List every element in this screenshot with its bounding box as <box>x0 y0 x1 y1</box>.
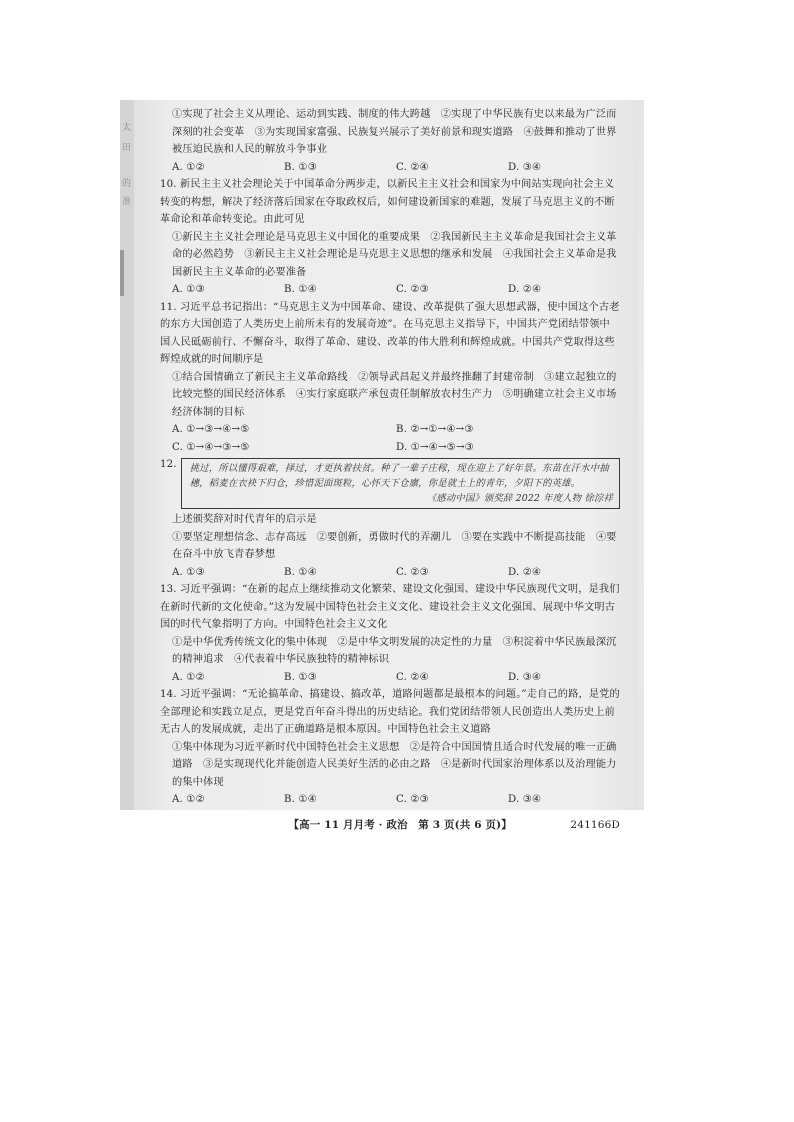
option-a: A. ①② <box>172 671 205 683</box>
award-quote-text: 挑过，所以懂得艰难，择过，才更执着扶贫。种了一辈子庄稼，现在迎上了好年景。东苗在汗水中抽穗，稻麦在衣袂下归仓，珍惜泥面斑粒，心怀天下仓廪，你是就土上的青年，夕阳下的英雄。 <box>189 463 609 489</box>
option-b: B. ②→①→④→③ <box>396 424 474 435</box>
question-12-choices: ①要坚定理想信念、志存高远 ②要创新，勇做时代的弄潮儿 ③要在实践中不断提高技能 ④要在奋斗中放飞青春梦想 <box>172 531 617 560</box>
question-13-stem: 13. 习近平强调：“在新的起点上继续推动文化繁荣、建设文化强国、建设中华民族现代文明，是我们在新时代新的文化使命。”这为发展中国特色社会主义文化、建设社会主义文化强国、展现中华文明古国的时代气象指明了方向。中国特色社会主义文化 <box>160 584 620 630</box>
edge-mark: 田 <box>122 143 132 153</box>
edge-mark: 准 <box>122 197 132 207</box>
option-c: C. ②④ <box>396 161 429 173</box>
question-14-stem: 14. 习近平强调：“无论搞革命、搞建设、搞改革，道路问题都是最根本的问题。”走自己的路，是党的全部理论和实践立足点，更是党百年奋斗得出的历史结论。我们党团结带领人民创造出人类历史上前无古人的发展成就，走出了正确道路是根本原因。中国特色社会主义道路 <box>160 689 620 735</box>
page-edge <box>120 100 134 810</box>
option-c: C. ②④ <box>396 671 429 683</box>
question-14 <box>160 686 620 809</box>
option-c: C. ②③ <box>396 566 429 578</box>
option-a: A. ①→③→④→⑤ <box>172 424 250 435</box>
exam-content <box>160 106 620 834</box>
question-9-choices: ①实现了社会主义从理论、运动到实践、制度的伟大跨越 ②实现了中华民族有史以来最为广泛而深刻的社会变革 ③为实现国家富强、民族复兴展示了美好前景和现实道路 ④鼓舞和推动了世界被压迫民族和人民的解放斗争事业 <box>172 109 617 155</box>
option-d: D. ②④ <box>508 284 542 295</box>
option-d: D. ①→④→⑤→③ <box>396 441 474 453</box>
option-b: B. ①④ <box>284 566 317 578</box>
option-c: C. ②③ <box>396 284 429 295</box>
option-d: D. ③④ <box>508 794 542 805</box>
question-11 <box>160 299 620 457</box>
question-11-stem: 11. 习近平总书记指出：“马克思主义为中国革命、建设、改革提供了强大思想武器，使中国这个古老的东方大国创造了人类历史上前所未有的发展奇迹”。在马克思主义指导下，中国共产党团结带领中国人民砥砺前行、不懈奋斗，取得了革命、建设、改革的伟大胜利和辉煌成就。中国共产党取得这些辉煌成就的时间顺序是 <box>160 301 620 365</box>
question-10-options <box>160 281 620 299</box>
question-14-choices: ①集中体现为习近平新时代中国特色社会主义思想 ②是符合中国国情且适合时代发展的唯一正确道路 ③是实现现代化并能创造人民美好生活的必由之路 ④是新时代国家治理体系以及治理能力的集中体现 <box>172 741 617 788</box>
option-d: D. ②④ <box>508 566 542 578</box>
question-12-options <box>160 564 620 582</box>
document-photo <box>120 100 644 831</box>
question-11-options-row1 <box>160 421 620 439</box>
question-13-options <box>160 669 620 687</box>
question-14-options <box>160 791 620 809</box>
option-b: B. ①④ <box>284 284 317 295</box>
question-13 <box>160 581 620 686</box>
option-a: A. ①③ <box>172 284 205 295</box>
option-d: D. ③④ <box>508 161 542 173</box>
question-12 <box>160 456 620 581</box>
option-a: A. ①② <box>172 161 205 173</box>
option-c: C. ②③ <box>396 794 429 805</box>
question-10 <box>160 176 620 299</box>
question-12-stem: 上述颁奖辞对时代青年的启示是 <box>172 514 317 525</box>
question-11-choices: ①结合国情确立了新民主主义革命路线 ②领导武昌起义并最终推翻了封建帝制 ③建立起独立的比较完整的国民经济体系 ④实行家庭联产承包责任制解放农村生产力 ⑤明确建立社会主义市场经济体制的目标 <box>172 371 617 418</box>
option-a: A. ①② <box>172 794 205 805</box>
option-b: B. ①③ <box>284 671 317 683</box>
footer-code: 241166D <box>570 818 620 831</box>
question-9-tail <box>160 106 620 176</box>
question-13-choices: ①是中华优秀传统文化的集中体现 ②是中华文明发展的决定性的力量 ③积淀着中华民族最深沉的精神追求 ④代表着中华民族独特的精神标识 <box>172 636 617 665</box>
option-a: A. ①③ <box>172 566 205 578</box>
option-b: B. ①③ <box>284 161 317 173</box>
edge-mark: 太 <box>122 123 132 133</box>
option-c: C. ①→④→③→⑤ <box>172 441 250 453</box>
question-10-choices: ①新民主主义社会理论是马克思主义中国化的重要成果 ②我国新民主主义革命是我国社会主义革命的必然趋势 ③新民主主义社会理论是马克思主义思想的继承和发展 ④我国社会主义革命是我国新民主主义革命的必要准备 <box>172 231 617 278</box>
award-quote-box <box>181 458 620 509</box>
question-10-stem: 10. 新民主主义社会理论关于中国革命分两步走，以新民主主义社会和国家为中间站实现向社会主义转变的构想，解决了经济落后国家在夺取政权后，如何建设新国家的难题，发展了马克思主义的不断革命论和革命转变论。由此可见 <box>160 179 615 225</box>
footer-page-info: 【高一 11 月月考 · 政治 第 3 页(共 6 页)】 <box>288 818 512 831</box>
option-d: D. ③④ <box>508 671 542 683</box>
question-12-number: 12. <box>160 459 177 470</box>
option-b: B. ①④ <box>284 794 317 805</box>
binding-tab <box>120 250 124 296</box>
award-quote-source: 《感动中国》颁奖辞 2022 年度人物 徐淙祥 <box>426 493 613 504</box>
edge-mark: 的 <box>122 179 132 189</box>
page-footer <box>160 817 620 835</box>
question-9-options <box>160 159 620 177</box>
question-11-options-row2 <box>160 439 620 457</box>
